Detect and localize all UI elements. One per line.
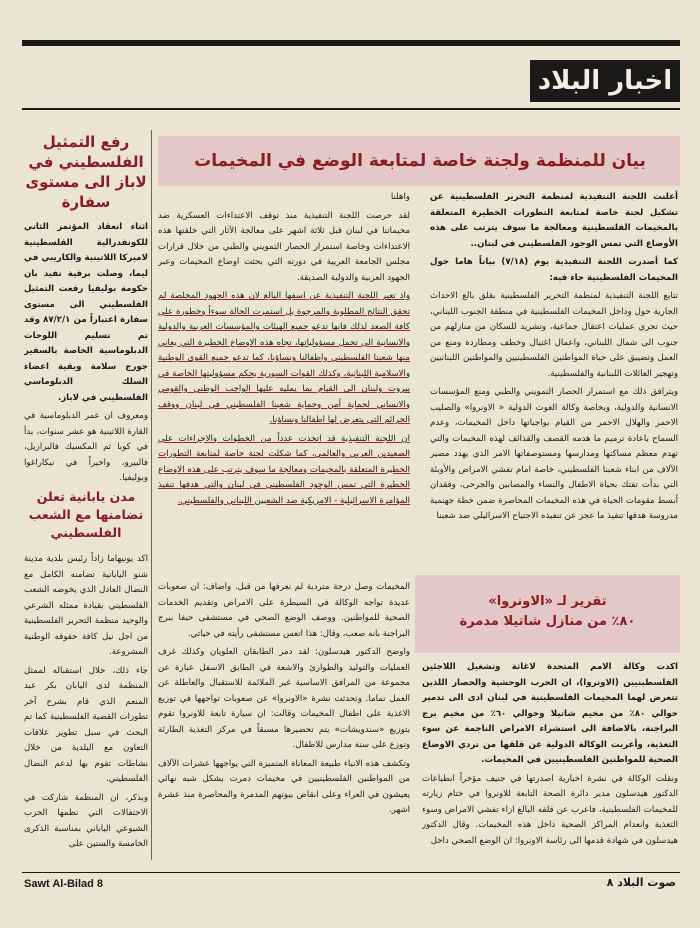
sidebar-paragraph: جاء ذلك، خلال استقباله لممثل المنظمة لدى اليابان بكر عبد المنعم الذي قام بشرح آخر تطورات القضية الفلسطينية كما تم البحث في سبل تطوير علاقات التعاون مع البلدية من خلال نشاطات تقوم بها لدعم النضال الفلسطيني. [24, 665, 148, 784]
report-title-line1: تقرير لـ «الاونروا» [488, 594, 607, 609]
report-paragraph: ونقلت الوكالة في نشرة اخبارية اصدرتها في جنيف مؤخراً انطباعات الدكتور هيدسلون مدير دائرة الصحة التابعة للاونروا في ختام زيارته للمخيمات الفلسطينية، فاعرب عن قلقه البالغ ازاء تفشي الامراض وسوء التغذية وانعدام المراكز الصحية داخل هذه المخيمات. وقال الدكتور هيدسلون في شهادة قدمها الى رئاسة الاونروا: ان الوضع الصحي داخل [422, 773, 678, 846]
article-headline: بيان للمنظمة ولجنة خاصة لمتابعة الوضع في المخيمات [194, 151, 646, 171]
sidebar-paragraph: اثناء انعقاد المؤتمر الثاني للكونفدرالية الفلسطينية لاميركا اللاتينية والكاريبي في ليما، وصلت برقية تفيد بان حكومة بوليفيا رفعت التمثيل الفلسطيني الى مستوى سفارة اعتباراً من ٨٧/٢/١ وقد تم تسليم اللوحات الدبلوماسية الخاصة بالسفير جورج سلامة وبقية اعضاء السلك الدبلوماسي الفلسطيني في لاباز. [24, 222, 148, 403]
sidebar-story2-title: مدن يابانية تعلن تضامنها مع الشعب الفلسطيني [28, 489, 144, 540]
article-paragraph: أعلنت اللجنة التنفيذية لمنظمة التحرير الفلسطينية عن تشكيل لجنة خاصة لمتابعة التطورات الخطيرة المتعلقة بالمخيمات الفلسطينية ومعالجة ما سوف يترتب على هذه الأوضاع التي تمس الوجود الفلسطيني في لبنان.. [430, 192, 678, 249]
section-masthead: اخبار البلاد [530, 60, 680, 102]
article-paragraph: لقد حرصت اللجنة التنفيذية منذ توقف الاعتداءات العسكرية ضد مخيماتنا في لبنان قبل ثلاثة اشهر على معالجة الآثار التي خلقتها هذه الاعتداءات وخاصة استمرار الحصار التمويني والطبي من خلال قرارات مجلس الجامعة العربية في دورته التي بحثت اوضاع المخيمات وعبر الجهود العربية والدولية الصديقة. [158, 210, 410, 283]
article-right-column [430, 190, 678, 532]
article-left-column [158, 190, 410, 576]
report-paragraph: المخيمات وصل درجة متردية لم نعرفها من قبل. واضاف: ان صعوبات عديدة تواجه الوكالة في السيطرة على الامراض وتقديم الخدمات الصحية للمواطنين. ووصف الوضع الصحي في مستشفى حيفا ببرج البراجنة بانه صعب، وقال: هذا اتعس مستشفى رأيته في حياتي. [158, 582, 410, 639]
report-right-column [422, 660, 678, 860]
report-paragraph: واوضح الدكتور هيدسلون: لقد دمر الطابقان العلويان وكذلك غرف العمليات والتوليد والطوارئ والاشعة في الطابق الاسفل عبارة عن مجموعة من المرافق الاساسية غير الملائمة للاستقبال والعاطلة عن العمل تماما. وتحدثت نشرة «الاونروا» عن صعوبات تواجهها في توزيع الاغذية على اطفال المخيمات وقالت: ان سيارة تابعة للاونروا تقوم بتوزيع «سندويشات» يتم تحضيرها مسبقاً في مركز التغذية الطارئة وتوزع على ستة مدارس للاطفال. [158, 647, 410, 750]
sidebar-story2-body [24, 552, 148, 862]
article-paragraph: كما أصدرت اللجنة التنفيذية يوم (٧/١٨) بياناً هاما حول المخيمات الفلسطينية جاء فيه: [430, 257, 678, 283]
top-rule [22, 40, 680, 46]
sidebar-paragraph: وبذكر، ان المنظمة شاركت في الاحتفالات التي نظمها الحزب الشيوعي الياباني بمناسبة الذكرى الخامسة والستين على [24, 792, 148, 849]
sidebar-story1-title: رفع التمثيل الفلسطيني في لاباز الى مستوى سفارة [25, 133, 147, 211]
report-title [420, 592, 675, 632]
footer-page-label-ar: صوت البلاد ٨ [606, 876, 676, 889]
article-paragraph: ويترافق ذلك مع استمرار الحصار التمويني والطبي ومنع المؤسسات الانسانية والدولية، وبخاصة وكالة الغوث الدولية « الاونروا» والصليب الاحمر والهلال الاحمر من القيام بواجباتها داخل المخيمات، وعدم السماح باعادة ترميم ما هدمه القصف والقذائف لهذه المخيمات والتي تهدم معظم مساكنها ومدارسها ومستوصفاتها الامر الذي يهدد مصير الآلاف من ابناء شعبنا الفلسطيني، خاصة امام تفشي الامراض والأوبئة التي بدأت تفتك بحياة الاطفال والنساء والمصابين والجرحى، وفقدان أبسط مقومات الحياة في هذه المخيمات المحاصرة ضمن خطة جهنمية مدروسة هدفها تنفيذ ما عجز عن تنفيذه الاجتياح الاسرائيلي ضد شعبنا [430, 387, 678, 521]
footer-page-label-en: Sawt Al-Bilad 8 [24, 878, 104, 890]
report-title-line2: ٨٠٪ من منازل شاتيلا مدمرة [459, 614, 636, 629]
sidebar-paragraph: ومعروف ان عمر الدبلوماسية في القارة اللاتينية هو عشر سنوات، بدأ في كوبا ثم المكسيك فالبرازيل، فالبيرو، واخيراً في نيكاراغوا وبوليفيا. [24, 411, 148, 482]
sidebar-story1-body [24, 220, 148, 482]
sidebar-paragraph: اكد يونيهاما زاداً رئيس بلدية مدينة شنو اليابانية تضامنه الكامل مع النضال العادل الذي يخوضه الشعب الفلسطيني بقيادة ممثله الشرعي والوحيد منظمة التحرير الفلسطينية من اجل نيل كافة حقوقه الوطنية المشروعة. [24, 554, 148, 657]
article-paragraph: واذ تعبر اللجنة التنفيذية عن اسفها البالغ لان هذه الجهود المخلصة لم تحقق النتائج المطلوبة والمرجوة بل استمرت الحالة سوءاً وخطورة على كافة الصعد لذلك فانها تدعو جميع الهيئات والمؤسسات العربية والدولية والانسانية الى تحمل مسؤولياتها، تجاه هذه الاوضاع الخطيرة التي يعاني منها شعبنا الفلسطيني واطفالنا ونساؤنا، كما تدعو جميع القوى الوطنية والاسلامية اللبنانية، وكذلك القوات السورية بحكم مسؤوليتها الخاصة في بيروت ولبنان الى القيام بما يمليه عليها الواجب الوطني والقومي والانساني لحماية أمن وحماية شعبنا الفلسطيني في لبنان ووقف الجرائم التي يتعرض لها اطفالنا ونساؤنا. [158, 291, 410, 425]
report-paragraph: وتكشف هذه الانباء طبيعة المعاناة المتميزة التي يواجهها عشرات الآلاف من المواطنين الفلسطينيين في مخيمات دمرت بشكل شبه نهائي يعيشون في العراء وعلى انقاض بيوتهم المدمرة والمحاصرة منذ عشرة اشهر. [158, 758, 410, 815]
article-paragraph: تتابع اللجنة التنفيذية لمنظمة التحرير الفلسطينية بقلق بالغ الاحداث الجارية حول وداخل المخيمات الفلسطينية في منطقة الجنوب اللبناني، حيث تجري عمليات اعتقال جماعية، وتشريد للسكان من منازلهم من جنوب الى شمال اللبناني، واعمال اغتيال وخطف ومطاردة ومنع من العمل وتضييق على حياة المواطنين الفلسطينيين والمواطنين اللبنانيين وتهجير العائلات اللبنانية والفلسطينية. [430, 291, 678, 379]
footer-rule [22, 872, 680, 873]
report-left-column [158, 580, 410, 865]
column-divider [151, 130, 152, 860]
report-paragraph: اكدت وكالة الامم المتحدة لاغاثة وتشغيل اللاجئين الفلسطينيين (الاونروا)، ان الحرب الوحشية والحصار اللذين تتعرض لهما المخيمات الفلسطينية في لبنان ادى الى تدمير حوالي ٨٠٪ من مخيم شاتيلا وحوالي ٦٠٪ من مخيم برج البراجنة، بالاضافة الى استشراء الامراض الناجمة عن سوء التغذية، وأعربت الوكالة الدولية عن قلقها من تردي الاوضاع الصحية للمواطنين الفلسطينيين في المخيمات. [422, 662, 678, 765]
masthead-rule [22, 108, 680, 110]
article-intro: واهلنا [390, 192, 410, 202]
article-paragraph: ان اللجنة التنفيذية قد اتخذت عدداً من الخطوات والاجراءات على الصعيدين العربي والعالمي، كما شكلت لجنة خاصة لمتابعة التطورات الخطيرة المتعلقة بالمخيمات ومعالجة ما سوف يترتب على هذه الاوضاع الخطيرة التي تمس الوجود الفلسطيني في لبنان والتي هدفها تنفيذ المؤامرة الاسرائيلية - الامريكية ضد الشعبين اللبناني والفلسطيني. [158, 433, 410, 506]
